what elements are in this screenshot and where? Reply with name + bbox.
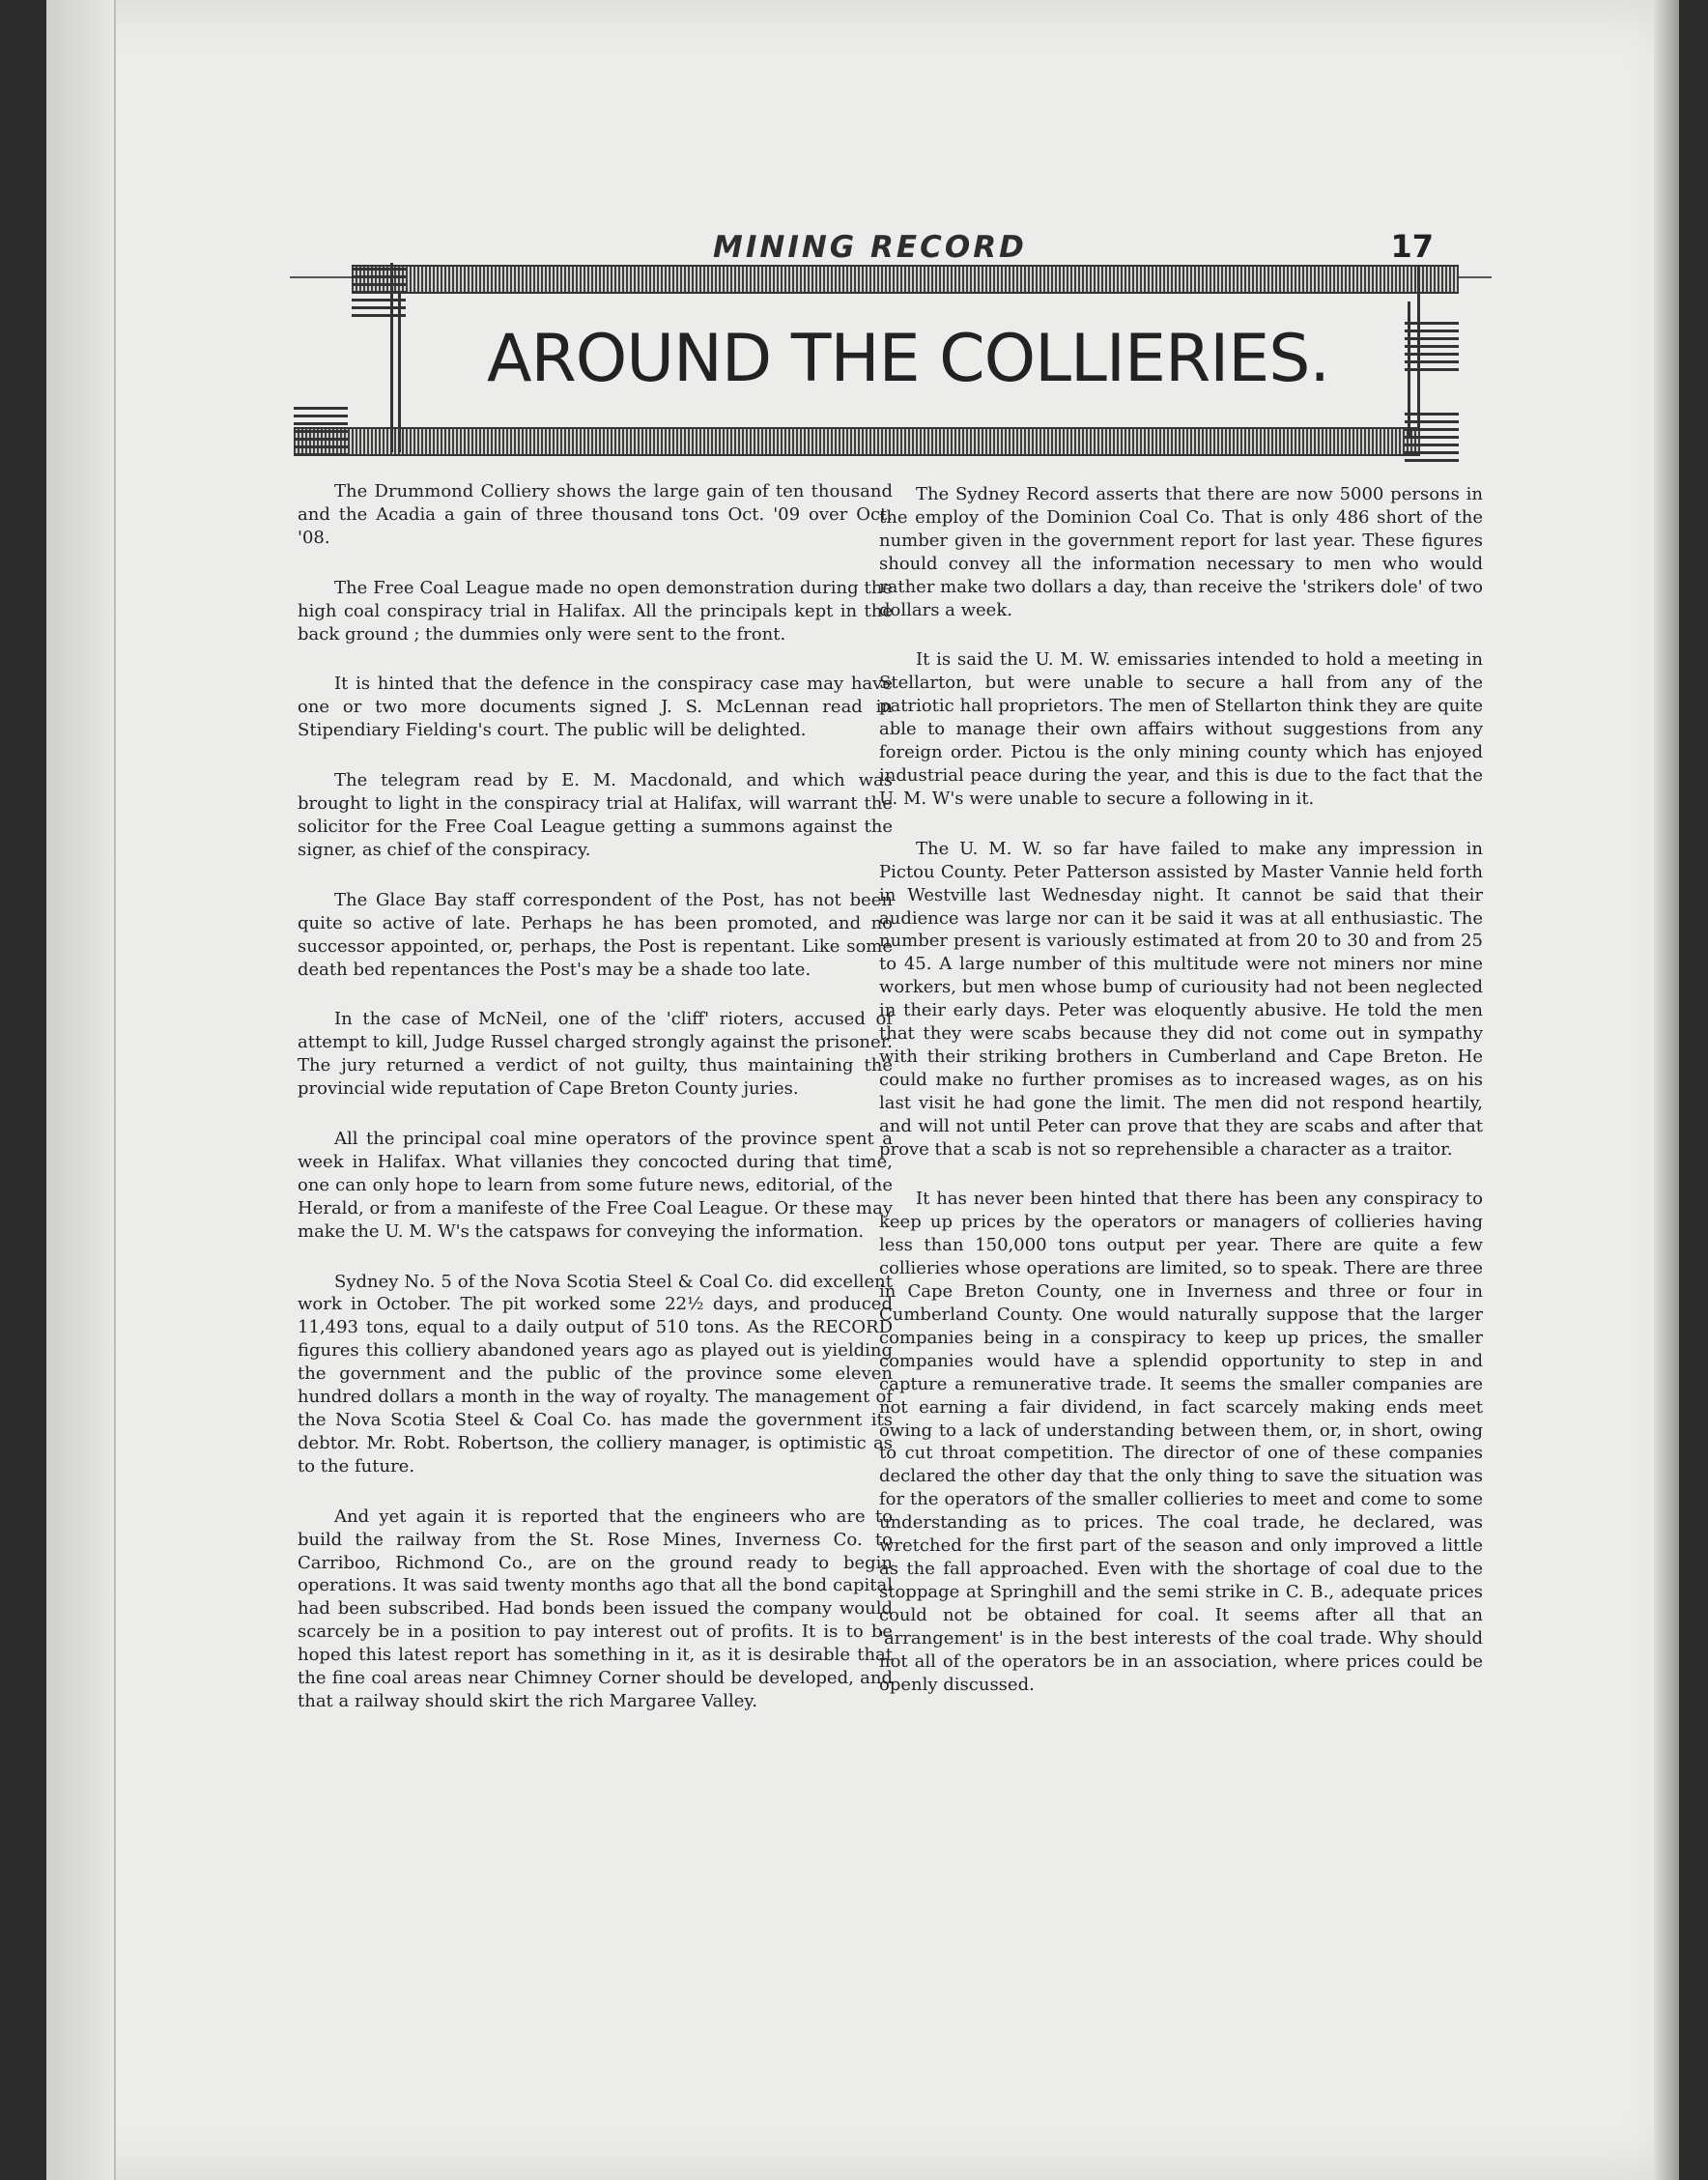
article-paragraph: It has never been hinted that there has been any conspiracy to keep up prices by the operators or managers of collieries having less than 150,000 tons output per year. There are quite a few collieries whose operations are limited, so to speak. There are three in Cape Breton County, one in Inverness and three or four in Cumberland County. One would naturally suppose that the larger companies being in a conspiracy to keep up prices, the smaller companies would have a splendid opportunity to step in and capture a remunerative trade. It seems the smaller companies are not earning a fair dividend, in fact scarcely making ends meet owing to a lack of understanding between them, or, in short, owing to cut throat competition. The director of one of these companies declared the other day that the only thing to save the situation was for the operators of the smaller collieries to meet and come to some understanding as to prices. The coal trade, he declared, was wretched for the first part of the season and only improved a little as the fall approached. Even with the shortage of coal due to the stoppage at Springhill and the semi strike in C. B., adequate prices could not be obtained for coal. It seems after all that an 'arrangement' is in the best interests of the coal trade. Why should not all of the operators be in an association, where prices could be openly discussed. [879,1189,1483,1695]
left-column [298,480,893,1740]
headline: AROUND THE COLLIERIES. [487,321,1329,397]
article-paragraph: The Drummond Colliery shows the large gain of ten thousand and the Acadia a gain of three thousand tons Oct. '09 over Oct. '08. [298,481,893,548]
banner-corner-ornament [294,402,348,456]
article-paragraph: In the case of McNeil, one of the 'cliff' rioters, accused of attempt to kill, Judge Russel charged strongly against the prisoner. The jury returned a verdict of not guilty, thus maintaining the provincial wide reputation of Cape Breton County juries. [298,1009,893,1100]
publication-title: MINING RECORD [713,230,1027,265]
article-paragraph: It is said the U. M. W. emissaries intended to hold a meeting in Stellarton, but were unable to secure a hall from any of the patriotic hall proprietors. The men of Stellarton think they are quite able to manage their own affairs without suggestions from any foreign order. Pictou is the only mining county which has enjoyed industrial peace during the year, and this is due to the fact that the U. M. W's were unable to secure a following in it. [879,649,1483,809]
binding-edge [46,0,116,2180]
banner-top-rule [352,265,1459,294]
page-edge-shadow [1654,0,1679,2180]
right-column [879,483,1483,1723]
article-paragraph: The telegram read by E. M. Macdonald, and which was brought to light in the conspiracy trial at Halifax, will warrant the solicitor for the Free Coal League getting a summons against the signer, as chief of the conspiracy. [298,770,893,860]
page-number: 17 [1390,228,1434,265]
article-paragraph: The Sydney Record asserts that there are now 5000 persons in the employ of the Dominion Coal Co. That is only 486 short of the number given in the government report for last year. These figures should convey all the information necessary to men who would rather make two dollars a day, than receive the 'strikers dole' of two dollars a week. [879,484,1483,620]
article-paragraph: All the principal coal mine operators of the province spent a week in Halifax. What villanies they concocted during that time, one can only hope to learn from some future news, editorial, of the Herald, or from a manifeste of the Free Coal League. Or these may make the U. M. W's the catspaws for conveying the information. [298,1129,893,1242]
banner-left-rule-inner [398,292,401,452]
article-paragraph: Sydney No. 5 of the Nova Scotia Steel & Coal Co. did excellent work in October. The pit worked some 22½ days, and produced 11,493 tons, equal to a daily output of 510 tons. As the RECORD figures this colliery abandoned years ago as played out is yielding the government and the public of the province some eleven hundred dollars a month in the way of royalty. The management of the Nova Scotia Steel & Coal Co. has made the government its debtor. Mr. Robt. Robertson, the colliery manager, is optimistic as to the future. [298,1271,893,1477]
article-paragraph: And yet again it is reported that the engineers who are to build the railway from the St. Rose Mines, Inverness Co. to Carriboo, Richmond Co., are on the ground ready to begin operations. It was said twenty months ago that all the bond capital had been subscribed. Had bonds been issued the company would scarcely be in a position to pay interest out of profits. It is to be hoped this latest report has something in it, as it is desirable that the fine coal areas near Chimney Corner should be developed, and that a railway should skirt the rich Margaree Valley. [298,1506,893,1711]
banner-corner-ornament [1405,408,1459,462]
article-paragraph: It is hinted that the defence in the conspiracy case may have one or two more documents signed J. S. McLennan read in Stipendiary Fielding's court. The public will be delighted. [298,674,893,741]
banner-bottom-rule [294,427,1420,456]
banner-left-rule [390,263,393,452]
article-paragraph: The Glace Bay staff correspondent of the Post, has not been quite so active of late. Perhaps he has been promoted, and no successor appointed, or, perhaps, the Post is repentant. Like some death bed repentances the Post's may be a shade too late. [298,889,893,980]
headline-banner [294,263,1459,462]
banner-corner-ornament [1405,317,1459,371]
article-paragraph: The U. M. W. so far have failed to make any impression in Pictou County. Peter Patterson assisted by Master Vannie held forth in Westville last Wednesday night. It cannot be said that their audience was large nor can it be said it was at all enthusiastic. The number present is variously estimated at from 20 to 30 and from 25 to 45. A large number of this multitude were not miners nor mine workers, but men whose bump of curiousity had not been neglected in their early days. Peter was eloquently abusive. He told the men that they were scabs because they did not come out in sympathy with their striking brothers in Cumberland and Cape Breton. He could make no further promises as to increased wages, as on his last visit he had gone the limit. The men did not respond heartily, and will not until Peter can prove that they are scabs and after that prove that a scab is not so reprehensible a character as a traitor. [879,838,1483,1160]
article-paragraph: The Free Coal League made no open demonstration during the high coal conspiracy trial in Halifax. All the principals kept in the back ground ; the dummies only were sent to the front. [298,577,893,645]
